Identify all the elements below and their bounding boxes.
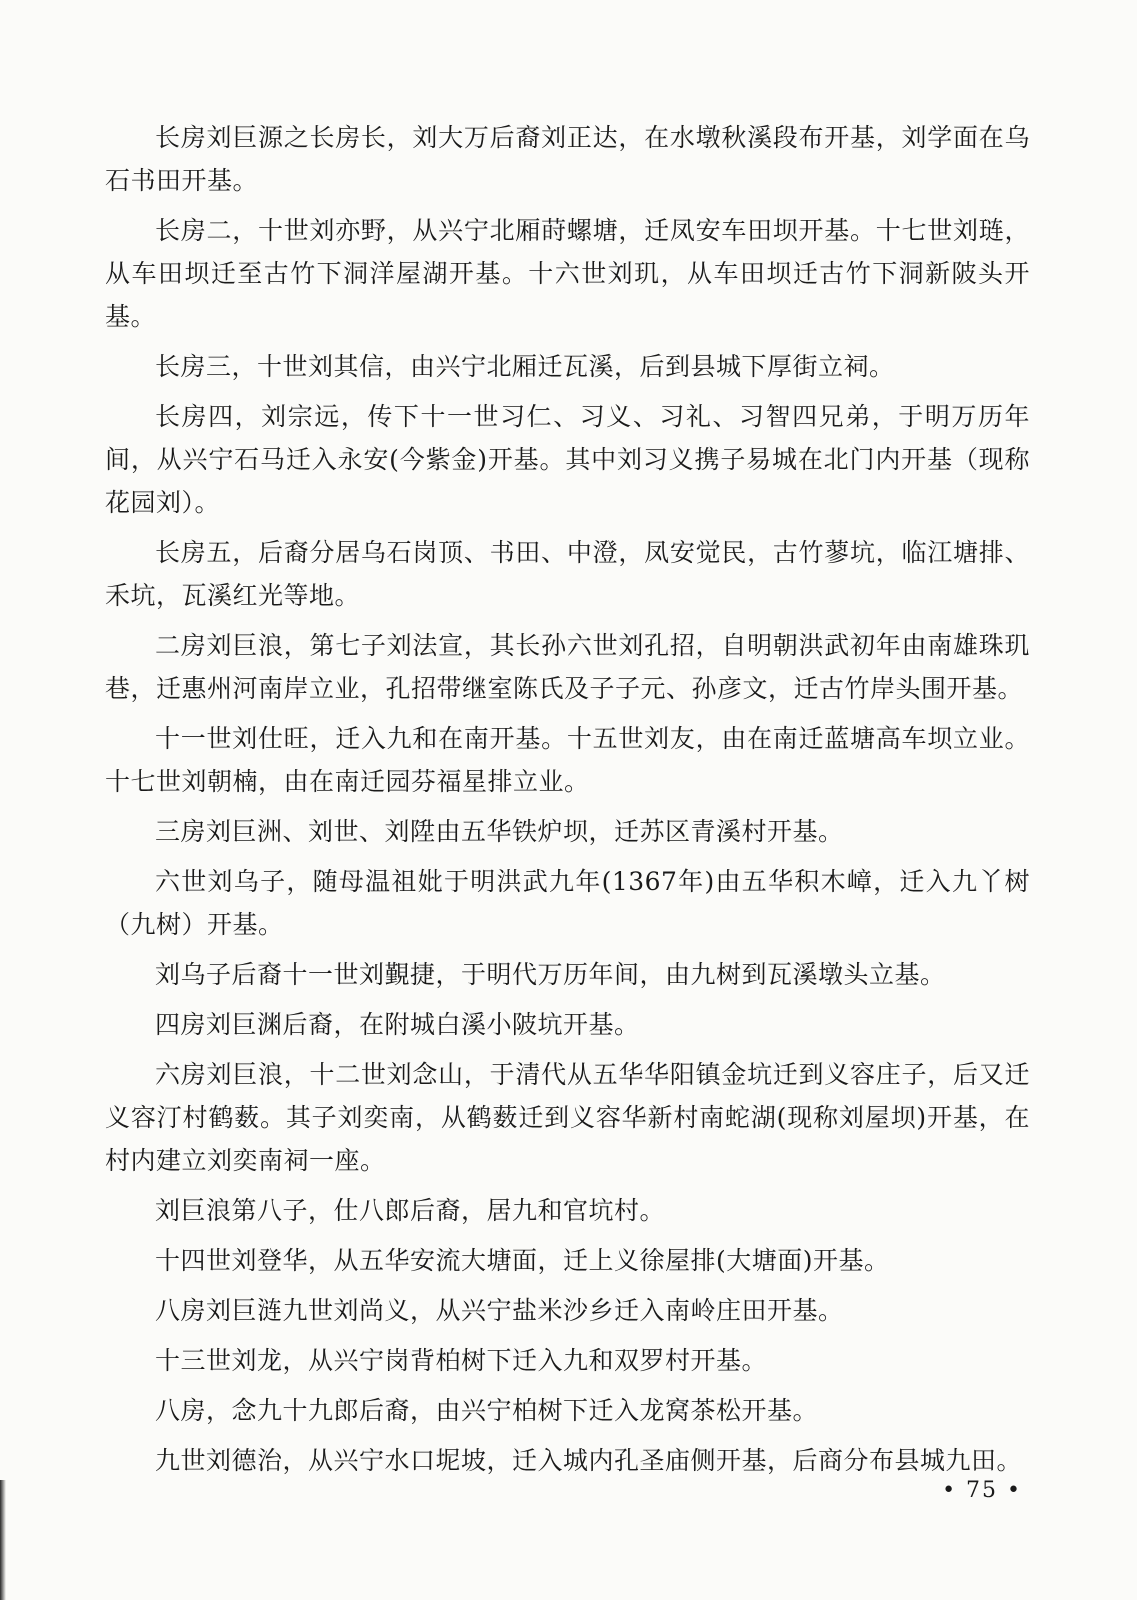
body-text xyxy=(105,116,1030,1489)
paragraph: 九世刘德治，从兴宁水口坭坡，迁入城内孔圣庙侧开基，后商分布县城九田。 xyxy=(155,1446,1023,1475)
paragraph: 刘巨浪第八子，仕八郎后裔，居九和官坑村。 xyxy=(155,1196,666,1225)
paragraph: 八房刘巨涟九世刘尚义，从兴宁盐米沙乡迁入南岭庄田开基。 xyxy=(155,1296,844,1325)
paragraph: 三房刘巨洲、刘世、刘陞由五华铁炉坝，迁苏区青溪村开基。 xyxy=(155,817,844,846)
paragraph: 刘乌子后裔十一世刘覲捷，于明代万历年间，由九树到瓦溪墩头立基。 xyxy=(155,960,946,989)
paragraph: 十一世刘仕旺，迁入九和在南开基。十五世刘友，由在南迁蓝塘高车坝立业。十七世刘朝楠，由在南迁园芬福星排立业。 xyxy=(105,724,1030,796)
paragraph: 四房刘巨渊后裔，在附城白溪小陂坑开基。 xyxy=(155,1010,640,1039)
paragraph: 二房刘巨浪，第七子刘法宣，其长孙六世刘孔招，自明朝洪武初年由南雄珠玑巷，迁惠州河南岸立业，孔招带继室陈氏及子子元、孙彦文，迁古竹岸头围开基。 xyxy=(105,631,1030,703)
paragraph: 长房刘巨源之长房长，刘大万后裔刘正达，在水墩秋溪段布开基，刘学面在乌石书田开基。 xyxy=(105,123,1030,195)
paragraph: 十三世刘龙，从兴宁岗背柏树下迁入九和双罗村开基。 xyxy=(155,1346,768,1375)
page-number: • 75 • xyxy=(942,1478,1022,1503)
paragraph: 长房三，十世刘其信，由兴宁北厢迁瓦溪，后到县城下厚街立祠。 xyxy=(155,352,895,381)
paragraph: 八房，念九十九郎后裔，由兴宁柏树下迁入龙窝茶松开基。 xyxy=(155,1396,819,1425)
paragraph: 长房四，刘宗远，传下十一世习仁、习义、习礼、习智四兄弟，于明万历年间，从兴宁石马迁入永安(今紫金)开基。其中刘习义携子易城在北门内开基（现称花园刘）。 xyxy=(105,402,1030,517)
paragraph: 十四世刘登华，从五华安流大塘面，迁上义徐屋排(大塘面)开基。 xyxy=(155,1246,890,1275)
paragraph: 六房刘巨浪，十二世刘念山，于清代从五华华阳镇金坑迁到义容庄子，后又迁义容汀村鹤薮。其子刘奕南，从鹤薮迁到义容华新村南蛇湖(现称刘屋坝)开基，在村内建立刘奕南祠一座。 xyxy=(105,1060,1030,1175)
paragraph: 长房二，十世刘亦野，从兴宁北厢莳螺塘，迁凤安车田坝开基。十七世刘琏，从车田坝迁至古竹下洞洋屋湖开基。十六世刘玑，从车田坝迁古竹下洞新陂头开基。 xyxy=(105,216,1030,331)
paragraph: 六世刘乌子，随母温祖妣于明洪武九年(1367年)由五华积木嶂，迁入九丫树（九树）开基。 xyxy=(105,867,1030,939)
scan-edge-shadow xyxy=(0,1480,6,1600)
paragraph: 长房五，后裔分居乌石岗顶、书田、中澄，凤安觉民，古竹蓼坑，临江塘排、禾坑，瓦溪红光等地。 xyxy=(105,538,1030,610)
